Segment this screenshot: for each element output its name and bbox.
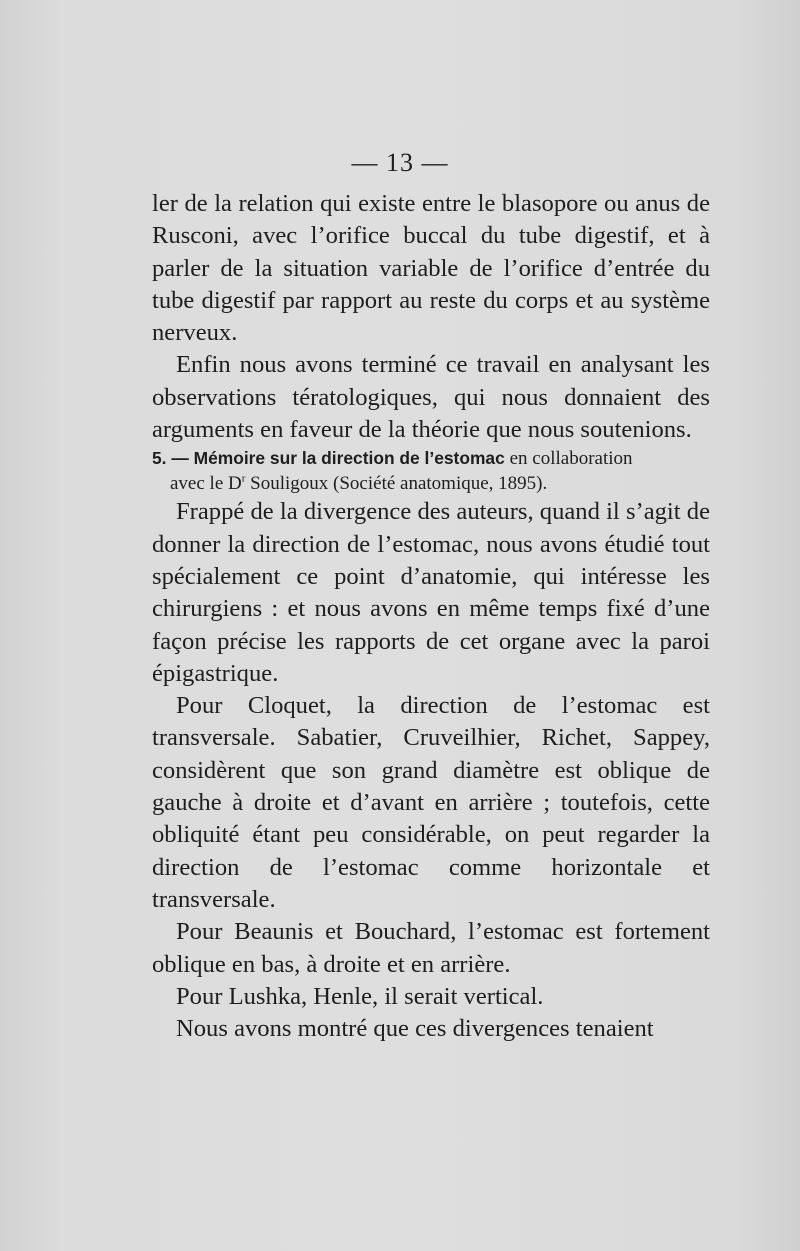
section-heading xyxy=(152,446,710,496)
paragraph-continuation: ler de la relation qui existe entre le blasopore ou anus de Rusconi, avec l’orifice buccal du tube digestif, et à parler de la situation variable de l’orifice d’entrée du tube digestif par rapport au reste du corps et au système nerveux. xyxy=(152,190,710,347)
paragraph: Pour Lushka, Henle, il serait vertical. xyxy=(176,982,544,1010)
body-text xyxy=(152,188,710,1045)
paragraph: Frappé de la divergence des auteurs, quand il s’agit de donner la direction de l’estomac, nous avons étudié tout spécialement ce point d’anatomie, qui intéresse les chirurgiens : et nous avons en même temps fixé d’une façon précise les rapports de cet organe avec la paroi épigastrique. xyxy=(152,498,710,687)
section-title: Mémoire sur la direction de l’estomac xyxy=(193,448,505,469)
section-subtitle: avec le $D^r$ Souligoux (Société anatomique, 1895). xyxy=(170,473,548,495)
paragraph: Nous avons montré que ces divergences tenaient xyxy=(176,1015,654,1043)
paragraph: Pour Beaunis et Bouchard, l’estomac est fortement oblique en bas, à droite et en arrière. xyxy=(152,918,710,978)
section-title-rest: en collaboration xyxy=(509,448,633,470)
paragraph: Enfin nous avons terminé ce travail en analysant les observations tératologiques, qui nous donnaient des arguments en faveur de la théorie que nous soutenions. xyxy=(152,351,710,444)
paragraph: Pour Cloquet, la direction de l’estomac est transversale. Sabatier, Cruveilhier, Richet, Sappey, considèrent que son grand diamètre est oblique de gauche à droite et d’avant en arrière ; toutefois, cette obliquité étant peu considérable, on peut regarder la direction de l’estomac comme horizontale et transversale. xyxy=(152,692,710,913)
page-number: — 13 — xyxy=(351,148,449,177)
section-number: 5. — xyxy=(152,448,189,469)
